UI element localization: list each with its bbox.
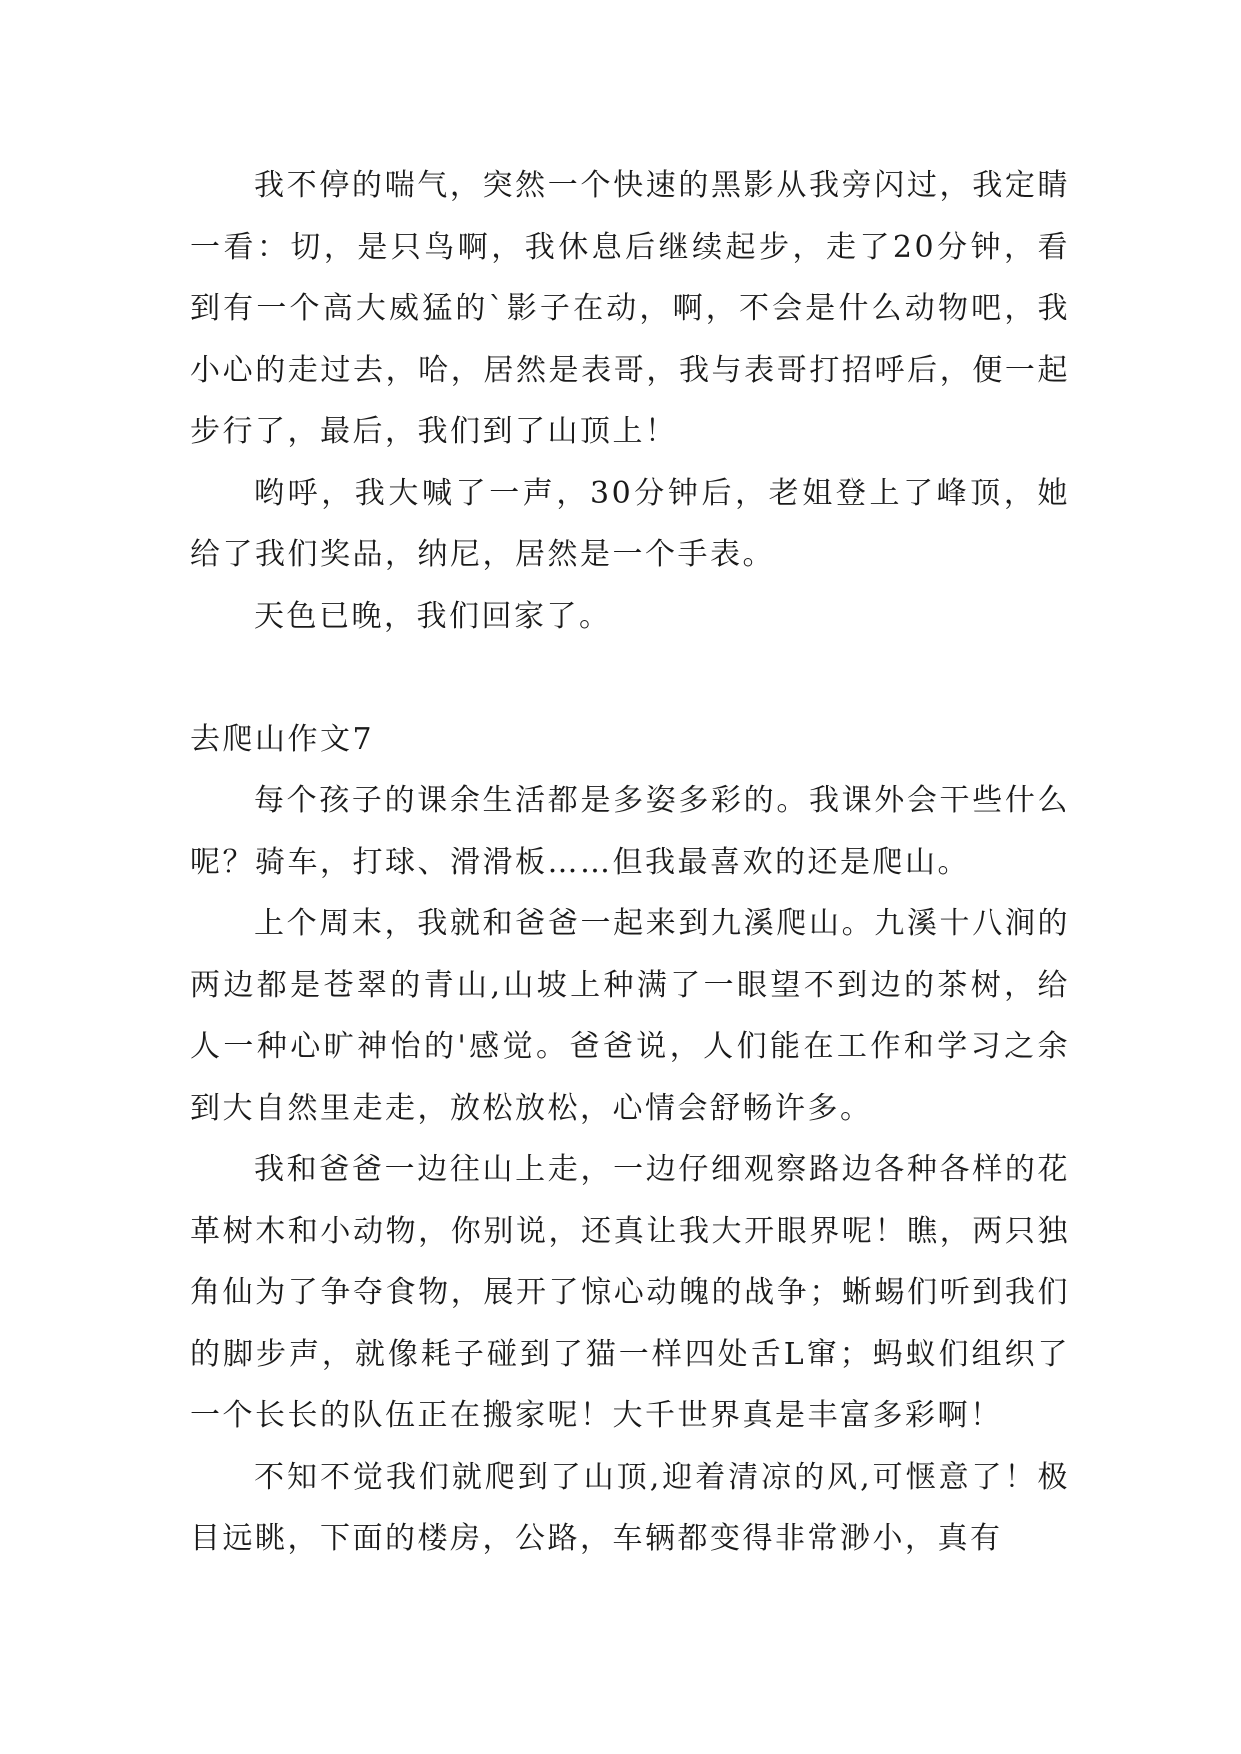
- paragraph: 天色已晚，我们回家了。: [254, 598, 612, 634]
- paragraph: 不知不觉我们就爬到了山顶,迎着清凉的风,可惬意了！极目远眺，下面的楼房，公路，车辆都变得非常渺小，真有: [190, 1459, 1070, 1556]
- paragraph: 哟呼，我大喊了一声，30分钟后，老姐登上了峰顶，她给了我们奖品，纳尼，居然是一个手表。: [190, 475, 1070, 572]
- section-title: 去爬山作文7: [190, 721, 375, 757]
- paragraph: 我不停的喘气，突然一个快速的黑影从我旁闪过，我定睛一看：切，是只鸟啊，我休息后继续起步，走了20分钟，看到有一个高大威猛的`影子在动，啊，不会是什么动物吧，我小心的走过去，哈，居然是表哥，我与表哥打招呼后，便一起步行了，最后，我们到了山顶上！: [190, 168, 1070, 449]
- paragraph: 上个周末，我就和爸爸一起来到九溪爬山。九溪十八涧的两边都是苍翠的青山,山坡上种满了一眼望不到边的茶树，给人一种心旷神怡的'感觉。爸爸说，人们能在工作和学习之余到大自然里走走，放松放松，心情会舒畅许多。: [190, 906, 1070, 1126]
- paragraph: 每个孩子的课余生活都是多姿多彩的。我课外会干些什么呢？骑车，打球、滑滑板……但我最喜欢的还是爬山。: [190, 783, 1070, 880]
- paragraph: 我和爸爸一边往山上走，一边仔细观察路边各种各样的花革树木和小动物，你别说，还真让我大开眼界呢！瞧，两只独角仙为了争夺食物，展开了惊心动魄的战争；蜥蜴们听到我们的脚步声，就像耗子碰到了猫一样四处舌L窜；蚂蚁们组织了一个长长的队伍正在搬家呢！大千世界真是丰富多彩啊！: [190, 1152, 1070, 1433]
- document-page: [190, 155, 1070, 1570]
